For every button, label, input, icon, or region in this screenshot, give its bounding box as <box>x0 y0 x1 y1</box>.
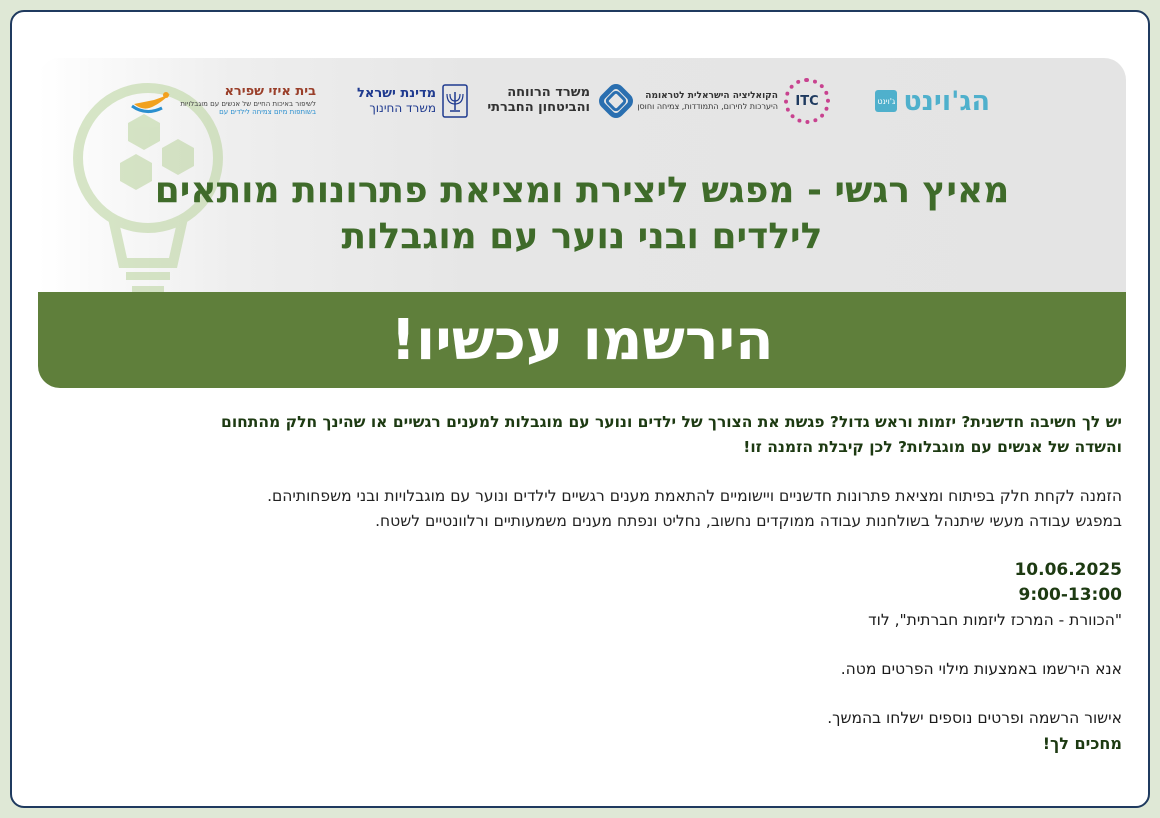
registration-instruction: אנא הירשמו באמצעות מילוי הפרטים מטה. <box>840 660 1122 678</box>
description-line-1: הזמנה לקחת חלק בפיתוח ומציאת פתרונות חדשניים ויישומיים להתאמת מענים רגשיים לילדים ונוער עם מוגבלויות ובני משפחותיהם. <box>267 487 1122 505</box>
event-location: "הכוורת - המרכז ליזמות חברתית", לוד <box>868 611 1122 629</box>
education-line2: משרד החינוך <box>369 100 436 115</box>
lead-question <box>42 410 1122 460</box>
logo-education-ministry <box>357 76 468 126</box>
closing-line: מחכים לך! <box>1042 734 1122 753</box>
register-now-label: הירשמו עכשיו! <box>390 307 774 373</box>
welfare-line2: והביטחון החברתי <box>487 100 590 115</box>
itc-mark: ITC <box>784 78 830 124</box>
invitation-body <box>42 410 1122 756</box>
event-date: 10.06.2025 <box>1014 560 1122 580</box>
title-line-1: מאיץ רגשי - מפגש ליצירת ומציאת פתרונות מותאים <box>154 170 1010 211</box>
education-line1: מדינת ישראל <box>356 85 436 101</box>
confirmation-note: אישור הרשמה ופרטים נוספים ישלחו בהמשך. <box>827 709 1122 727</box>
welfare-line1: משרד הרווחה <box>507 85 590 101</box>
lead-line-1: יש לך חשיבה חדשנית? יזמות וראש גדול? פגשת את הצורך של ילדים ונוער עם מוגבלות למענים רגשיים או שהינך חלק מהתחום <box>221 413 1122 431</box>
logo-beit-issie-shapiro <box>130 76 316 126</box>
itc-tagline: היערכות לחירום, התמודדות, צמיחה וחוסן <box>637 101 778 111</box>
hagoint-badge: ג'וינט <box>875 90 897 112</box>
partner-logos <box>38 76 1126 126</box>
menorah-emblem-icon <box>442 84 468 118</box>
event-title <box>98 168 1066 260</box>
welfare-knot-icon <box>596 81 636 121</box>
closing-block <box>42 706 1122 756</box>
register-now-banner[interactable] <box>38 292 1126 388</box>
header-banner <box>38 58 1126 388</box>
invitation-card <box>10 10 1150 808</box>
bird-hands-icon <box>130 86 174 116</box>
beit-issie-name: בית איזי שפירא <box>224 84 316 100</box>
event-time: 9:00-13:00 <box>1018 585 1122 605</box>
title-line-2: לילדים ובני נוער עם מוגבלות <box>341 216 823 257</box>
description-line-2: במפגש עבודה מעשי שיתנהל בשולחנות עבודה ממוקדים נחשוב, נחליט ונפתח מענים משמעותיים ורלוונטיים לשטח. <box>375 512 1122 530</box>
beit-issie-tagline: לשיפור באיכות החיים של אנשים עם מוגבלויות <box>180 100 316 109</box>
description-paragraph <box>42 484 1122 534</box>
logo-welfare-ministry <box>487 76 636 126</box>
itc-name: הקואליציה הישראלית לטראומה <box>645 91 778 102</box>
event-details <box>42 558 1122 633</box>
logo-hagoint <box>875 76 990 126</box>
beit-issie-partnership: בשותפות מיזם צמיחה לילדים עם <box>219 108 316 117</box>
hagoint-wordmark: הג'וינט <box>903 85 990 117</box>
lead-line-2: והשדה של אנשים עם מוגבלות? לכן קיבלת הזמנה זו! <box>743 438 1122 456</box>
logo-itc <box>637 76 830 126</box>
